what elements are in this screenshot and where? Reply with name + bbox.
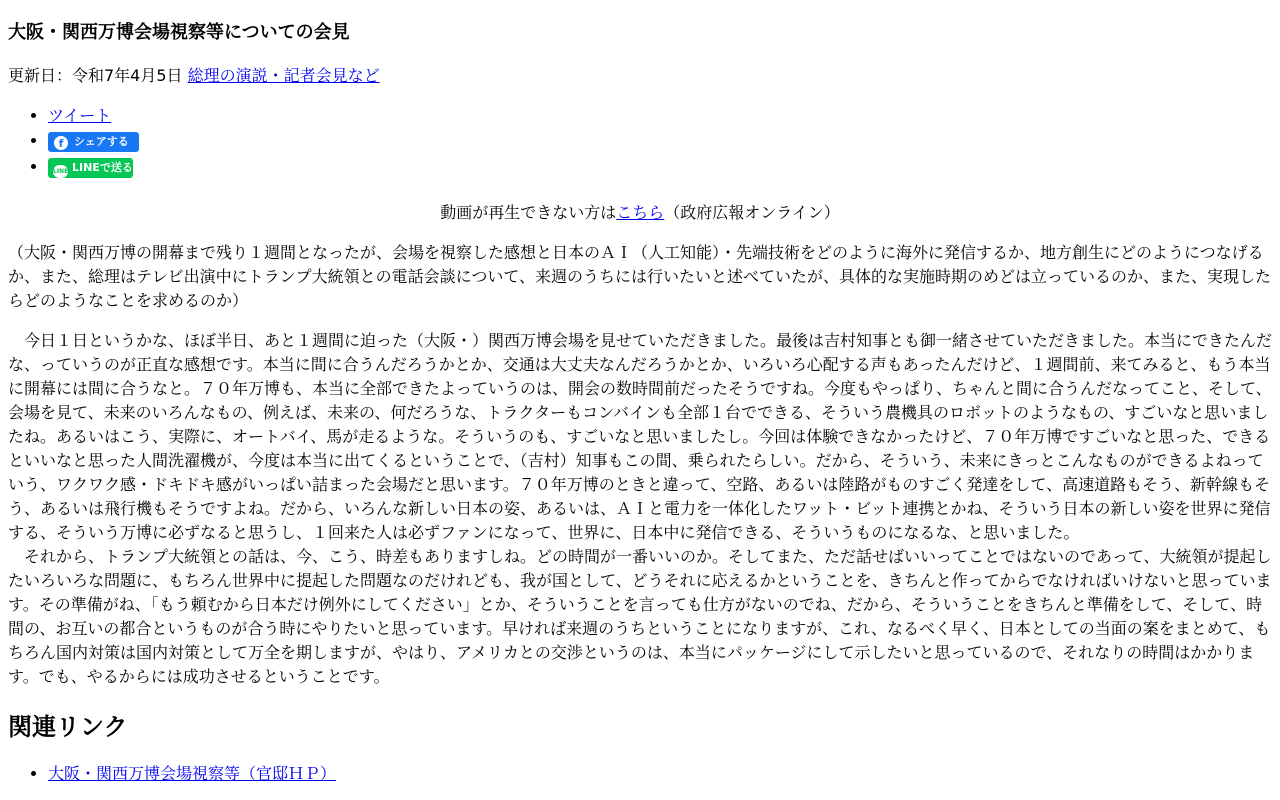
line-icon: LINE: [53, 165, 68, 178]
related-link-item: [48, 762, 1272, 786]
question-text: （大阪・関西万博の開幕まで残り１週間となったが、会場を視察した感想と日本のＡＩ（人工知能）・先端技術をどのように海外に発信するか、地方創生にどのようにつなげるか、また、総理はテレビ出演中にトランプ大統領との電話会談について、来週のうちには行いたいと述べていたが、具体的な実施時期のめどは立っているのか、また、実現したらどのようなことを求めるのか）: [8, 243, 1272, 310]
video-note-prefix: 動画が再生できない方は: [440, 203, 617, 222]
related-links-list: [8, 762, 1272, 786]
share-item-line: [48, 154, 1272, 180]
facebook-share-button[interactable]: [48, 132, 139, 152]
line-share-button[interactable]: [48, 158, 133, 178]
answer-paragraph: 今日１日というかな、ほぼ半日、あと１週間に迫った（大阪・）関西万博会場を見せていただきました。最後は吉村知事とも御一緒させていただきました。本当にできたんだな、っていうのが正直な感想です。本当に間に合うんだろうかとか、交通は大丈夫なんだろうかとか、いろいろ心配する声もあったんだけど、１週間前、来てみると、もう本当に開幕には間に合うなと。７０年万博も、本当に全部できたよっていうのは、開会の数時間前だったそうですね。今度もやっぱり、ちゃんと間に合うんだなってこと、そして、会場を見て、未来のいろんなもの、例えば、未来の、何だろうな、トラクターもコンバインも全部１台でできる、そういう農機具のロボットのようなもの、すごいなと思いましたね。あるいはこう、実際に、オートバイ、馬が走るような。そういうのも、すごいなと思いましたし。今回は体験できなかったけど、７０年万博ですごいなと思った、できるといいなと思った人間洗濯機が、今度は本当に出てくるということで、（吉村）知事もこの間、乗られたらしい。だから、そういう、未来にきっとこんなものができるよねっていう、ワクワク感・ドキドキ感がいっぱい詰まった会場だと思います。７０年万博のときと違って、空路、あるいは陸路がものすごく発達をして、高速道路もそう、新幹線もそう、あるいは飛行機もそうですよね。だから、いろんな新しい日本の姿、あるいは、ＡＩと電力を一体化したワット・ビット連携とかね、そういう日本の新しい姿を世界に発信する、そういう万博に必ずなると思うし、１回来た人は必ずファンになって、世界に、日本中に発信できる、そういうものになるな、と思いました。: [8, 331, 1273, 542]
category-link[interactable]: 総理の演説・記者会見など: [187, 66, 380, 85]
video-alt-link[interactable]: こちら: [616, 203, 665, 222]
related-link[interactable]: 大阪・関西万博会場視察等（官邸ＨＰ）: [48, 764, 337, 783]
line-share-label: LINEで送る: [72, 160, 133, 174]
share-item-facebook: [48, 128, 1272, 154]
video-note-suffix: （政府広報オンライン）: [664, 203, 840, 222]
answer-paragraph: それから、トランプ大統領との話は、今、こう、時差もありますしね。どの時間が一番いいのか。そしてまた、ただ話せばいいってことではないのであって、大統領が提起したいろいろな問題に、もちろん世界中に提起した問題なのだけれども、我が国として、どうそれに応えるかということを、きちんと作ってからでなければいけないと思っています。その準備がね、「もう頼むから日本だけ例外にしてください」とか、そういうことを言っても仕方がないのでね、だから、そういうことをきちんと準備をして、そして、時間の、お互いの都合というものが合う時にやりたいと思っています。早ければ来週のうちということになりますが、これ、なるべく早く、日本としての当面の案をまとめて、もちろん国内対策は国内対策として万全を期しますが、やはり、アメリカとの交渉というのは、本当にパッケージにして示したいと思っているので、それなりの時間はかかります。でも、やるからには成功させるということです。: [8, 547, 1272, 686]
answer-block: [8, 329, 1272, 689]
tweet-link[interactable]: ツイート: [48, 106, 112, 125]
video-note: [8, 201, 1272, 225]
related-links-heading: 関連リンク: [8, 713, 128, 741]
facebook-share-label: シェアする: [74, 134, 129, 148]
page-title: 大阪・関西万博会場視察等についての会見: [8, 22, 350, 43]
share-item-tweet: [48, 104, 1272, 128]
facebook-icon: f: [54, 136, 68, 150]
update-info: [8, 64, 1272, 88]
share-buttons: [8, 104, 1272, 180]
updated-date: 更新日：令和7年4月5日: [8, 66, 183, 85]
